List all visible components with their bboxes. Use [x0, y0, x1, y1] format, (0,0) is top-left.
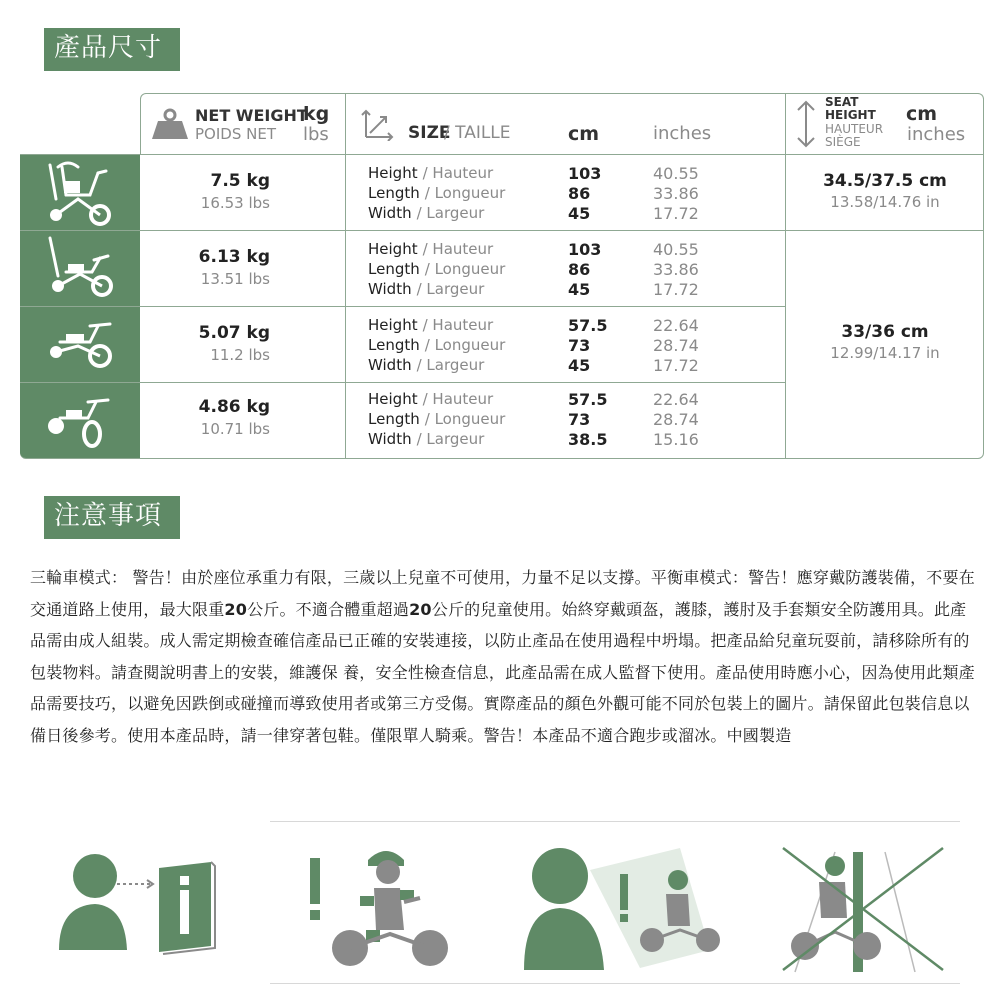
- header-net-weight: NET WEIGHT: [195, 106, 308, 125]
- dim-label-height-fr: / Hauteur: [422, 316, 494, 334]
- dim-label-height-en: Height: [368, 316, 418, 334]
- size-table: [20, 93, 984, 459]
- weight-kg: 7.5 kg: [210, 171, 270, 191]
- dim-value-inches: 40.55: [653, 240, 699, 259]
- dim-value-inches: 17.72: [653, 280, 699, 299]
- seat-value-1-in: 13.58/14.76 in: [830, 193, 940, 211]
- dim-value-cm: 45: [568, 356, 591, 375]
- dim-label-height-en: Height: [368, 390, 418, 408]
- dim-value-cm: 45: [568, 280, 591, 299]
- mode-cell-1: [20, 155, 140, 230]
- pictogram-bottom-divider: [270, 983, 960, 984]
- header-seat-inches: inches: [907, 124, 966, 145]
- dim-label-length-fr: / Longueur: [424, 410, 506, 428]
- dim-label-width: [368, 280, 484, 298]
- seat-height-arrow-icon: [794, 99, 818, 149]
- dim-label-height-en: Height: [368, 240, 418, 258]
- weight-lbs: 10.71 lbs: [200, 420, 270, 438]
- tricycle-icon: [20, 306, 140, 382]
- dim-value-cm: 73: [568, 336, 591, 355]
- header-kg: kg: [303, 103, 330, 125]
- section-title-size: 產品尺寸: [44, 28, 180, 71]
- dim-value-cm: 103: [568, 164, 602, 183]
- header-siege: SIÈGE: [825, 135, 861, 149]
- weight-lbs: 11.2 lbs: [210, 346, 270, 364]
- dim-value-cm: 103: [568, 240, 602, 259]
- mode-cell-2: [20, 230, 140, 306]
- dim-label-length-fr: / Longueur: [424, 336, 506, 354]
- dim-label-length-fr: / Longueur: [424, 260, 506, 278]
- weight-kg: 4.86 kg: [198, 397, 270, 417]
- trike-with-push-handle-icon: [20, 230, 140, 306]
- dim-label-height: [368, 390, 493, 408]
- dim-label-length: [368, 260, 505, 278]
- dim-value-inches: 40.55: [653, 164, 699, 183]
- read-instructions-icon: [55, 850, 225, 960]
- dim-value-cm: 73: [568, 410, 591, 429]
- dim-label-height: [368, 316, 493, 334]
- header-poids-net: POIDS NET: [195, 125, 276, 143]
- dim-label-width-fr: / Largeur: [416, 430, 485, 448]
- dim-label-width-en: Width: [368, 280, 412, 298]
- mode-cell-4: [20, 382, 140, 458]
- dim-value-cm: 45: [568, 204, 591, 223]
- dim-value-inches: 15.16: [653, 430, 699, 449]
- no-steep-slope-icon: [775, 842, 955, 977]
- dim-value-inches: 17.72: [653, 204, 699, 223]
- header-size-inches: inches: [653, 123, 712, 144]
- dim-value-inches: 22.64: [653, 316, 699, 335]
- notice-text: 三輪車模式： 警告！由於座位承重力有限，三歲以上兒童不可使用，力量不足以支撐。平衡車模式：警告！應穿戴防護裝備，不要在交通道路上使用，最大限重20公斤。不適合體重超過20公斤的兒童使用。始終穿戴頭盔，護膝，護肘及手套類安全防護用具。此產品需由成人組裝。成人需定期檢查確信產品已正確的安裝連接，以防止產品在使用過程中坍塌。把產品給兒童玩耍前，請移除所有的包裝物料。請查閱說明書上的安裝，維護保 養，安全性檢查信息，此產品需在成人監督下使用。產品使用時應小心，因為使用此類產品需要技巧，以避免因跌倒或碰撞而導致使用者或第三方受傷。實際產品的顏色外觀可能不同於包裝上的圖片。請保留此包裝信息以備日後參考。使用本產品時，請一律穿著包鞋。僅限單人騎乘。警告！本產品不適合跑步或溜冰。中國製造: [30, 568, 975, 745]
- dim-label-width-fr: / Largeur: [416, 204, 485, 222]
- weight-icon: [150, 107, 190, 141]
- dim-label-width-fr: / Largeur: [416, 280, 485, 298]
- dim-value-inches: 17.72: [653, 356, 699, 375]
- dim-label-width: [368, 356, 484, 374]
- dim-label-width-fr: / Largeur: [416, 356, 485, 374]
- header-seat-cm: cm: [906, 103, 938, 125]
- adult-supervision-icon: [520, 840, 730, 975]
- dim-value-cm: 86: [568, 184, 591, 203]
- dim-label-height-fr: / Hauteur: [422, 390, 494, 408]
- warning-wear-helmet-icon: [300, 838, 460, 973]
- header-taille: / TAILLE: [444, 123, 511, 143]
- dim-label-height: [368, 164, 493, 182]
- dim-value-cm: 57.5: [568, 316, 608, 335]
- dim-label-length: [368, 336, 505, 354]
- weight-kg: 5.07 kg: [198, 323, 270, 343]
- dim-label-width-en: Width: [368, 430, 412, 448]
- dim-value-inches: 28.74: [653, 410, 699, 429]
- dim-label-length: [368, 410, 505, 428]
- seat-value-1-cm: 34.5/37.5 cm: [823, 171, 947, 191]
- dim-label-length-en: Length: [368, 260, 420, 278]
- weight-kg: 6.13 kg: [198, 247, 270, 267]
- dim-label-width-en: Width: [368, 356, 412, 374]
- dim-label-length-en: Length: [368, 410, 420, 428]
- dim-value-cm: 86: [568, 260, 591, 279]
- dim-label-length: [368, 184, 505, 202]
- dim-value-cm: 57.5: [568, 390, 608, 409]
- weight-lbs: 16.53 lbs: [200, 194, 270, 212]
- dim-value-inches: 33.86: [653, 184, 699, 203]
- weight-lbs: 13.51 lbs: [200, 270, 270, 288]
- seat-value-2-cm: 33/36 cm: [841, 322, 929, 342]
- dim-label-length-fr: / Longueur: [424, 184, 506, 202]
- dim-label-width: [368, 430, 484, 448]
- dim-label-length-en: Length: [368, 336, 420, 354]
- dim-label-height-en: Height: [368, 164, 418, 182]
- dim-value-inches: 28.74: [653, 336, 699, 355]
- dim-value-inches: 33.86: [653, 260, 699, 279]
- seat-value-2-in: 12.99/14.17 in: [830, 344, 940, 362]
- header-lbs: lbs: [303, 124, 329, 145]
- header-size: SIZE: [408, 123, 451, 143]
- dim-label-length-en: Length: [368, 184, 420, 202]
- header-height: HEIGHT: [825, 108, 876, 122]
- dim-value-cm: 38.5: [568, 430, 608, 449]
- dim-value-inches: 22.64: [653, 390, 699, 409]
- header-hauteur: HAUTEUR: [825, 122, 884, 136]
- dim-label-width: [368, 204, 484, 222]
- mode-cell-3: [20, 306, 140, 382]
- dim-label-height-fr: / Hauteur: [422, 240, 494, 258]
- pictogram-top-divider: [270, 821, 960, 822]
- size-arrows-icon: [360, 107, 396, 141]
- balance-bike-icon: [20, 382, 140, 458]
- dim-label-height-fr: / Hauteur: [422, 164, 494, 182]
- dim-label-width-en: Width: [368, 204, 412, 222]
- header-size-cm: cm: [568, 123, 600, 145]
- section-title-notice: 注意事項: [44, 496, 180, 539]
- dim-label-height: [368, 240, 493, 258]
- trike-with-canopy-and-push-handle-icon: [20, 155, 140, 230]
- header-seat: SEAT: [825, 95, 859, 109]
